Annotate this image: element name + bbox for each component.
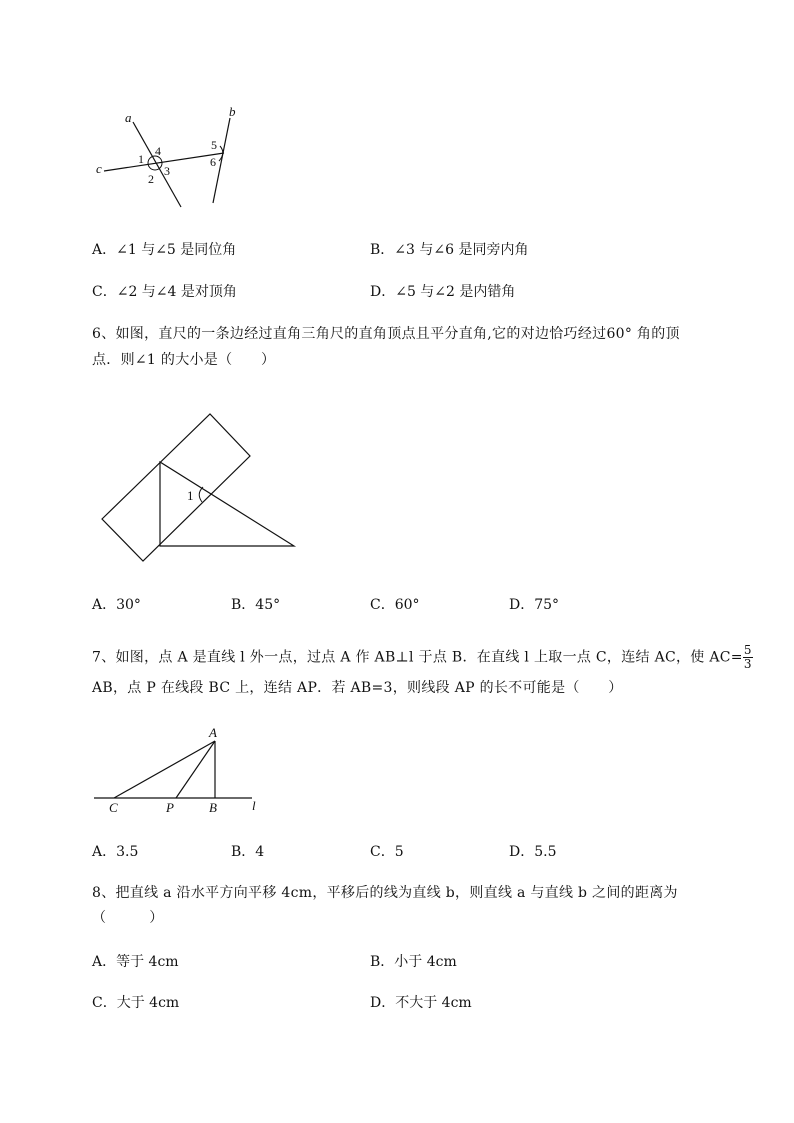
- figure-angles: [90, 100, 250, 215]
- q7-fraction-den: 3: [743, 657, 752, 671]
- label-6: 6: [210, 155, 216, 169]
- q8-option-d: D．不大于 4cm: [370, 995, 472, 1011]
- q8-option-c: C．大于 4cm: [92, 995, 180, 1011]
- q6-option-d: D．75°: [509, 597, 560, 613]
- ruler: [102, 414, 250, 561]
- q6-option-b: B．45°: [231, 597, 281, 613]
- segment-ac: [114, 741, 215, 798]
- label-3: 3: [164, 164, 170, 178]
- q5-option-a: A．∠1 与∠5 是同位角: [92, 242, 237, 258]
- q8-option-b: B．小于 4cm: [370, 954, 457, 970]
- q5-option-c: C．∠2 与∠4 是对顶角: [92, 284, 237, 300]
- q8-option-a: A．等于 4cm: [92, 954, 179, 970]
- q8-stem-line2: （ ）: [92, 910, 164, 926]
- q7-option-d: D．5.5: [509, 844, 557, 860]
- figure-perpendicular: [90, 722, 265, 818]
- q8-stem-line1: 8、把直线 a 沿水平方向平移 4cm，平移后的线为直线 b，则直线 a 与直线 b 之间的距离为: [92, 885, 678, 901]
- q7-stem-line2: AB，点 P 在线段 BC 上，连结 AP．若 AB=3，则线段 AP 的长不可能是（ ）: [92, 680, 623, 696]
- figure-ruler-triangle: [100, 410, 300, 570]
- q5-option-d: D．∠5 与∠2 是内错角: [370, 284, 516, 300]
- label-5: 5: [211, 138, 217, 152]
- q6-option-a: A．30°: [92, 597, 141, 613]
- angle-1-label: 1: [187, 488, 194, 503]
- label-point-p: P: [166, 800, 174, 815]
- label-4: 4: [155, 144, 161, 158]
- q7-fraction: [743, 644, 753, 671]
- q6-stem-line1: 6、如图，直尺的一条边经过直角三角尺的直角顶点且平分直角,它的对边恰巧经过60° 角的顶: [92, 326, 680, 342]
- label-line-l: l: [252, 798, 256, 813]
- q6-option-c: C．60°: [370, 597, 420, 613]
- q7-option-c: C．5: [370, 844, 404, 860]
- label-point-c: C: [109, 800, 118, 815]
- q6-stem-line2: 点．则∠1 的大小是（ ）: [92, 352, 276, 368]
- label-point-b: B: [209, 800, 217, 815]
- q7-stem-text: 7、如图，点 A 是直线 l 外一点，过点 A 作 AB⊥l 于点 B．在直线 l 上取一点 C，连结 AC，使 AC=: [92, 649, 743, 666]
- label-b: b: [229, 104, 236, 119]
- label-a: a: [125, 110, 132, 125]
- set-square: [160, 462, 294, 546]
- q5-option-b: B．∠3 与∠6 是同旁内角: [370, 242, 529, 258]
- q7-option-a: A．3.5: [92, 844, 139, 860]
- segment-ap: [176, 741, 215, 798]
- q7-option-b: B．4: [231, 844, 265, 860]
- q7-fraction-num: 5: [743, 643, 752, 657]
- label-1: 1: [138, 152, 144, 166]
- q7-stem-line1: [92, 644, 753, 671]
- label-c: c: [96, 161, 102, 176]
- label-point-a: A: [209, 725, 217, 740]
- label-2: 2: [148, 172, 154, 186]
